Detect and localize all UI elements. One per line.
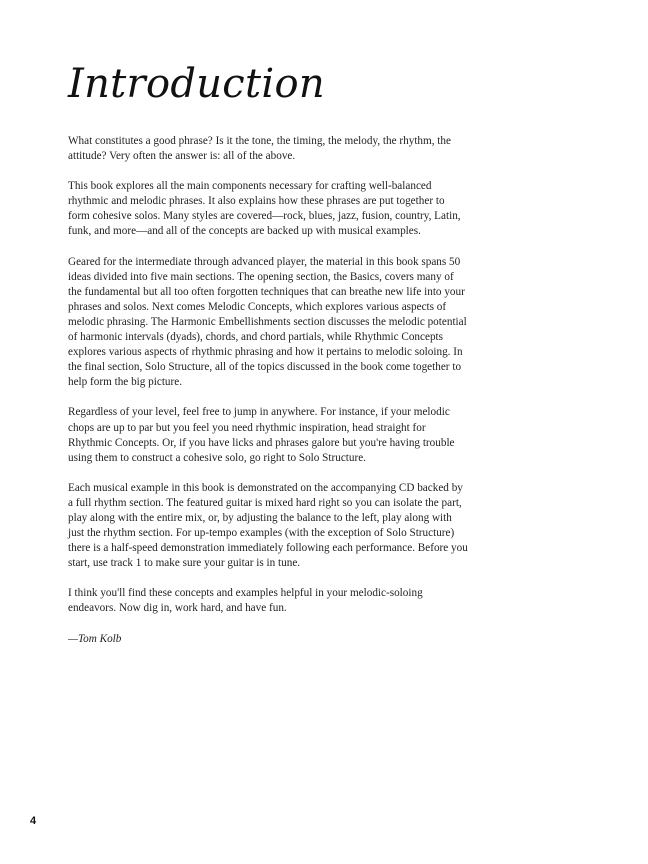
paragraph: This book explores all the main components necessary for crafting well-balanced rhythmic and melodic phrases. It also explains how these phrases are put together to form cohesive solos. Many styles are covered—rock, blues, jazz, fusion, country, Latin, funk, and more—and all of the concepts are backed up with musical examples.: [68, 180, 461, 238]
paragraph: I think you'll find these concepts and examples helpful in your melodic-soloing endeavors. Now dig in, work hard, and have fun.: [68, 587, 423, 615]
body-text: [68, 134, 468, 662]
paragraph: What constitutes a good phrase? Is it the tone, the timing, the melody, the rhythm, the attitude? Very often the answer is: all of the above.: [68, 135, 451, 163]
page-number: 4: [30, 815, 37, 827]
paragraph: Regardless of your level, feel free to jump in anywhere. For instance, if your melodic chops are up to par but you feel you need rhythmic inspiration, head straight for Rhythmic Concepts. Or, if you have licks and phrases galore but you're having trouble using them to construct a cohesive solo, go right to Solo Structure.: [68, 406, 455, 464]
author-signature: —Tom Kolb: [68, 632, 122, 645]
page-title: Introduction: [68, 61, 325, 107]
paragraph: Each musical example in this book is demonstrated on the accompanying CD backed by a full rhythm section. The featured guitar is mixed hard right so you can isolate the part, play along with the entire mix, or, by adjusting the balance to the left, play along with just the rhythm section. For up-tempo examples (with the exception of Solo Structure) there is a half-speed demonstration immediately following each performance. Before you start, use track 1 to make sure your guitar is in tune.: [68, 481, 468, 570]
paragraph: Geared for the intermediate through advanced player, the material in this book spans 50 ideas divided into five main sections. The opening section, the Basics, covers many of the fundamental but all too often forgotten techniques that can breathe new life into your phrases and solos. Next comes Melodic Concepts, which explores various aspects of melodic phrasing. The Harmonic Embellishments section discusses the melodic potential of harmonic intervals (dyads), chords, and chord partials, while Rhythmic Concepts explores various aspects of rhythmic phrasing and how it pertains to melodic soloing. In the final section, Solo Structure, all of the topics discussed in the book come together to help form the big picture.: [68, 255, 467, 389]
